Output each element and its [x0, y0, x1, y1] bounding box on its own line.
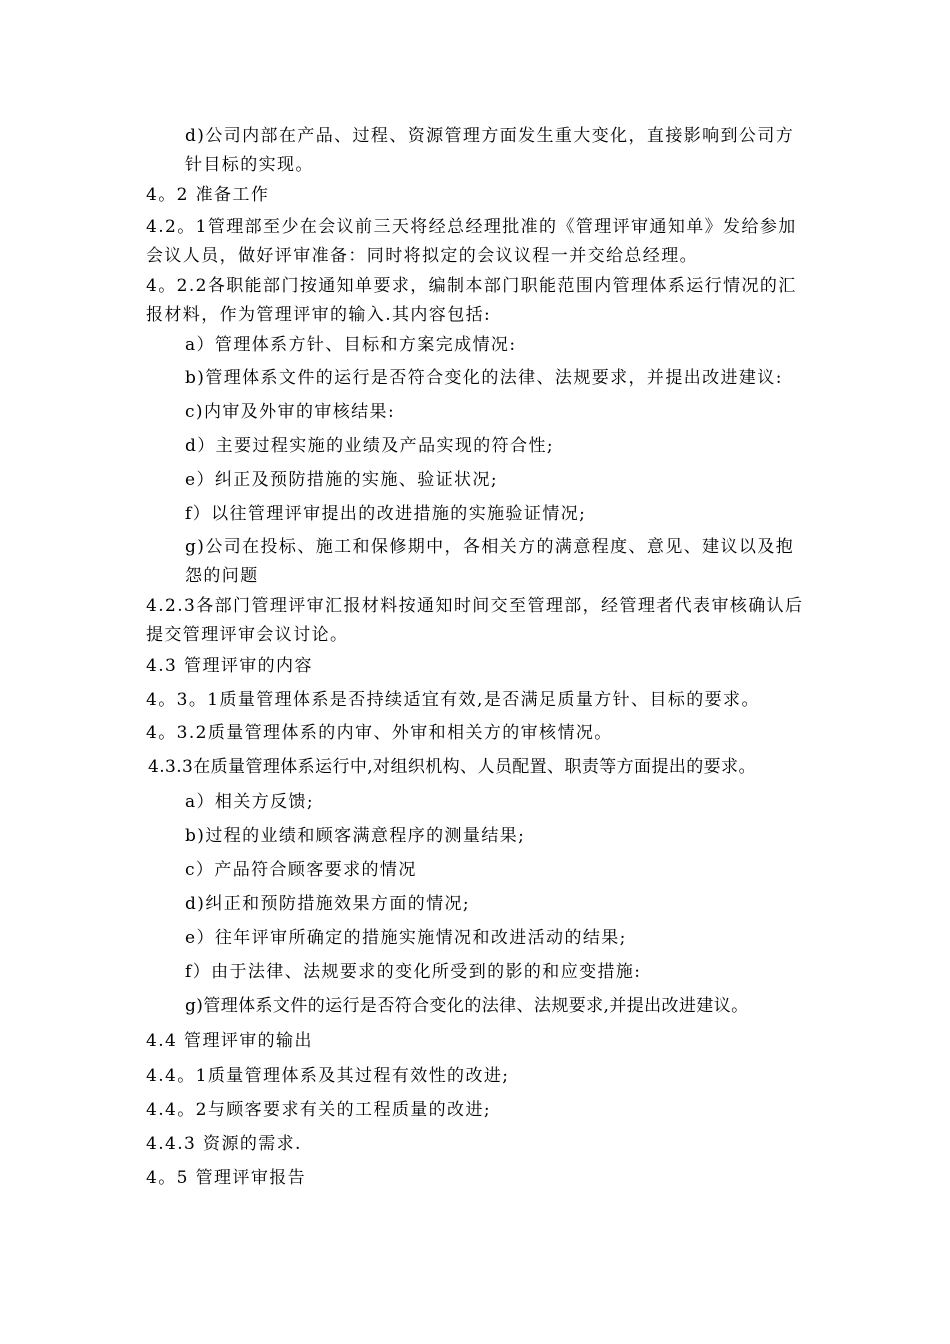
list-item: b)过程的业绩和顾客满意程序的测量结果; — [185, 826, 526, 846]
paragraph-4-4-2: 4.4。2与顾客要求有关的工程质量的改进; — [146, 1100, 491, 1120]
heading-4-4: 4.4 管理评审的输出 — [146, 1031, 313, 1051]
list-item: d)纠正和预防措施效果方面的情况; — [185, 894, 471, 914]
heading-4-3: 4.3 管理评审的内容 — [146, 656, 313, 676]
list-item: c）产品符合顾客要求的情况 — [185, 860, 417, 880]
list-item: g)管理体系文件的运行是否符合变化的法律、法规要求,并提出改进建议。 — [185, 996, 749, 1016]
paragraph-4-3-3: 4.3.3在质量管理体系运行中,对组织机构、人员配置、职责等方面提出的要求。 — [148, 757, 756, 777]
list-item: a）管理体系方针、目标和方案完成情况: — [185, 335, 517, 355]
paragraph-4-2-1: 4.2。1管理部至少在会议前三天将经总经理批准的《管理评审通知单》发给参加会议人员，做好评审准备：同时将拟定的会议议程一并交给总经理。 — [146, 217, 797, 266]
list-item: e）往年评审所确定的措施实施情况和改进活动的结果; — [185, 928, 627, 948]
paragraph-4-4-3: 4.4.3 资源的需求. — [146, 1134, 302, 1154]
list-item: b)管理体系文件的运行是否符合变化的法律、法规要求，并提出改进建议: — [185, 368, 783, 388]
list-item: a）相关方反馈; — [185, 792, 315, 812]
heading-4-2: 4。2 准备工作 — [146, 185, 270, 205]
heading-4-5: 4。5 管理评审报告 — [146, 1168, 307, 1188]
paragraph-4-3-1: 4。3。1质量管理体系是否持续适宜有效,是否满足质量方针、目标的要求。 — [146, 690, 760, 710]
list-item: c)内审及外审的审核结果: — [185, 402, 396, 422]
list-item: d）主要过程实施的业绩及产品实现的符合性; — [185, 436, 555, 456]
paragraph-4-2-3: 4.2.3各部门管理评审汇报材料按通知时间交至管理部，经管理者代表审核确认后提交管理评审会议讨论。 — [146, 596, 804, 645]
list-item: e）纠正及预防措施的实施、验证状况; — [185, 470, 498, 490]
item-4-1-d: d)公司内部在产品、过程、资源管理方面发生重大变化，直接影响到公司方针目标的实现。 — [185, 126, 795, 175]
list-item: f）以往管理评审提出的改进措施的实施验证情况; — [185, 504, 587, 524]
list-item: g)公司在投标、施工和保修期中，各相关方的满意程度、意见、建议以及抱怨的问题 — [185, 537, 795, 586]
paragraph-4-4-1: 4.4。1质量管理体系及其过程有效性的改进; — [146, 1066, 510, 1086]
list-item: f）由于法律、法规要求的变化所受到的影的和应变措施: — [185, 962, 642, 982]
paragraph-4-2-2: 4。2.2各职能部门按通知单要求，编制本部门职能范围内管理体系运行情况的汇报材料，作为管理评审的输入.其内容包括: — [146, 276, 797, 325]
paragraph-4-3-2: 4。3.2质量管理体系的内审、外审和相关方的审核情况。 — [146, 723, 613, 743]
